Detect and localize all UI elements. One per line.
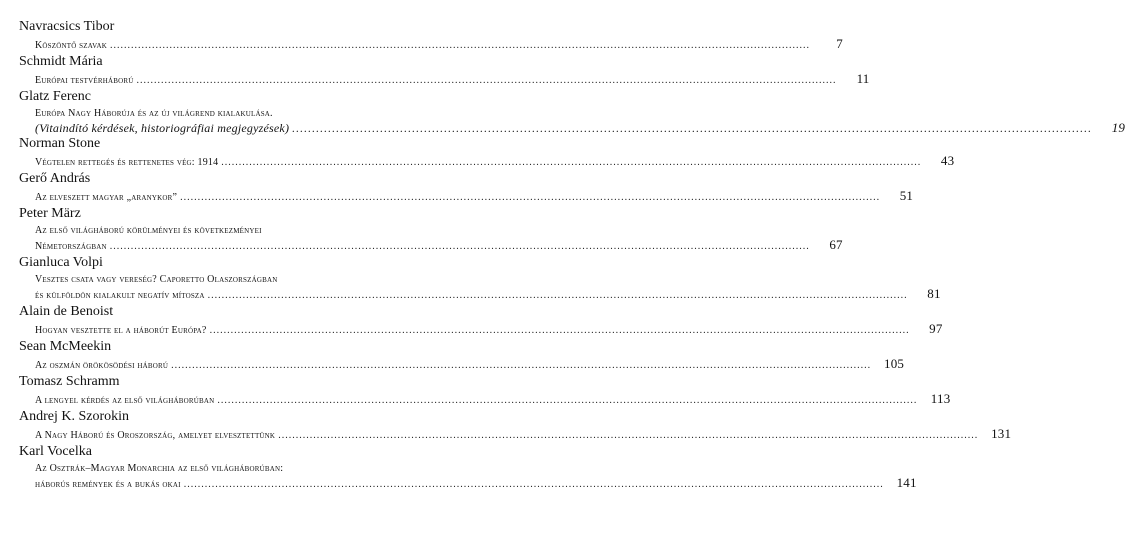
toc-entry [19, 254, 941, 303]
toc-leader-dots: ........................................................................................................................................................................................................ [278, 430, 979, 441]
toc-line [19, 426, 1012, 443]
toc-author: Gianluca Volpi [19, 255, 103, 270]
toc-author: Norman Stone [19, 136, 101, 151]
toc-author: Peter März [19, 206, 81, 221]
toc-page-number: 51 [899, 188, 914, 203]
toc-line [19, 224, 475, 238]
toc-leader-dots: ........................................................................................................................................................................................................ [183, 479, 884, 490]
toc-page-number: 81 [927, 286, 941, 301]
toc-author: Glatz Ferenc [19, 89, 91, 104]
toc-line [19, 391, 951, 408]
toc-page-number: 131 [991, 426, 1012, 441]
toc-leader-dots: ........................................................................................................................................................................................................ [171, 360, 872, 371]
toc-line [19, 462, 475, 476]
toc-line [19, 321, 943, 338]
toc-page-number: 19 [1111, 120, 1125, 135]
toc-author: Sean McMeekin [19, 339, 112, 354]
toc-leader-dots: ........................................................................................................................................................................................................ [207, 290, 908, 301]
toc-chapter-title: Vesztes csata vagy vereség? Caporetto Olaszországban [35, 274, 278, 285]
toc-line [19, 36, 843, 53]
toc-chapter-title: Hogyan vesztette el a háborút Európa? [35, 325, 207, 336]
toc-page-number: 43 [940, 153, 955, 168]
toc-page-number: 11 [856, 71, 870, 86]
toc-leader-dots: ........................................................................................................................................................................................................ [180, 192, 881, 203]
toc-entry [19, 338, 905, 373]
toc-author: Andrej K. Szorokin [19, 409, 130, 424]
toc-leader-dots: ........................................................................................................................................................................................................ [221, 157, 922, 168]
toc-line [19, 237, 843, 254]
toc-line [19, 475, 917, 492]
toc-page-number: 67 [829, 237, 843, 252]
toc-entry [19, 205, 843, 254]
toc-entry [19, 53, 870, 88]
toc-chapter-title: és külföldön kialakult negatív mítosza [35, 290, 205, 301]
toc-author: Tomasz Schramm [19, 374, 120, 389]
toc-chapter-title: (Vitaindító kérdések, historiográfiai megjegyzések) [35, 121, 290, 135]
toc-leader-dots: ........................................................................................................................................................................................................ [217, 395, 918, 406]
toc-entry [19, 88, 1125, 135]
toc-chapter-title: Az Osztrák–Magyar Monarchia az első világháborúban: [35, 463, 284, 474]
toc-chapter-title: Köszöntő szavak [35, 40, 107, 51]
toc-entry [19, 443, 917, 492]
toc-chapter-title: Az oszmán örökösödési háború [35, 360, 169, 371]
toc-line [19, 120, 1125, 135]
toc-page-number: 113 [930, 391, 951, 406]
toc-author: Navracsics Tibor [19, 19, 115, 34]
toc-line [19, 286, 941, 303]
toc-page-number: 7 [836, 36, 843, 51]
toc-entry [19, 303, 943, 338]
toc-author: Karl Vocelka [19, 444, 92, 459]
toc-leader-dots: ........................................................................................................................................................................................................ [109, 241, 810, 252]
toc-author: Schmidt Mária [19, 54, 103, 69]
toc-entry [19, 408, 1012, 443]
toc-chapter-title: Európa Nagy Háborúja és az új világrend kialakulása. [35, 108, 273, 119]
toc-leader-dots: ........................................................................................................................................................................................................ [292, 121, 1093, 135]
toc-entry [19, 170, 914, 205]
toc-page-number: 97 [929, 321, 943, 336]
toc-leader-dots: ........................................................................................................................................................................................................ [209, 325, 910, 336]
toc-chapter-title: Az elveszett magyar „aranykor” [35, 192, 178, 203]
toc-chapter-title: Európai testvérháború [35, 75, 134, 86]
toc-page-number: 141 [896, 475, 917, 490]
toc-chapter-title: Németországban [35, 241, 107, 252]
toc-chapter-title: A Nagy Háború és Oroszország, amelyet elvesztettünk [35, 430, 276, 441]
toc-entry [19, 373, 951, 408]
toc-line [19, 273, 475, 287]
toc-chapter-title: háborús remények és a bukás okai [35, 479, 181, 490]
toc-leader-dots: ........................................................................................................................................................................................................ [109, 40, 810, 51]
toc-author: Alain de Benoist [19, 304, 114, 319]
toc-line [19, 71, 870, 88]
toc-chapter-title: Az első világháború körülményei és következményei [35, 225, 262, 236]
toc-line [19, 356, 905, 373]
toc-line [19, 153, 955, 170]
toc-author: Gerő András [19, 171, 91, 186]
toc-chapter-title: Végtelen rettegés és rettenetes vég: 1914 [35, 157, 219, 168]
toc-page-number: 105 [884, 356, 905, 371]
toc-entry [19, 18, 843, 53]
toc-line [19, 188, 914, 205]
toc-leader-dots: ........................................................................................................................................................................................................ [136, 75, 837, 86]
toc-entry [19, 135, 955, 170]
table-of-contents [19, 18, 1125, 492]
toc-chapter-title: A lengyel kérdés az első világháborúban [35, 395, 215, 406]
toc-line [19, 107, 475, 121]
